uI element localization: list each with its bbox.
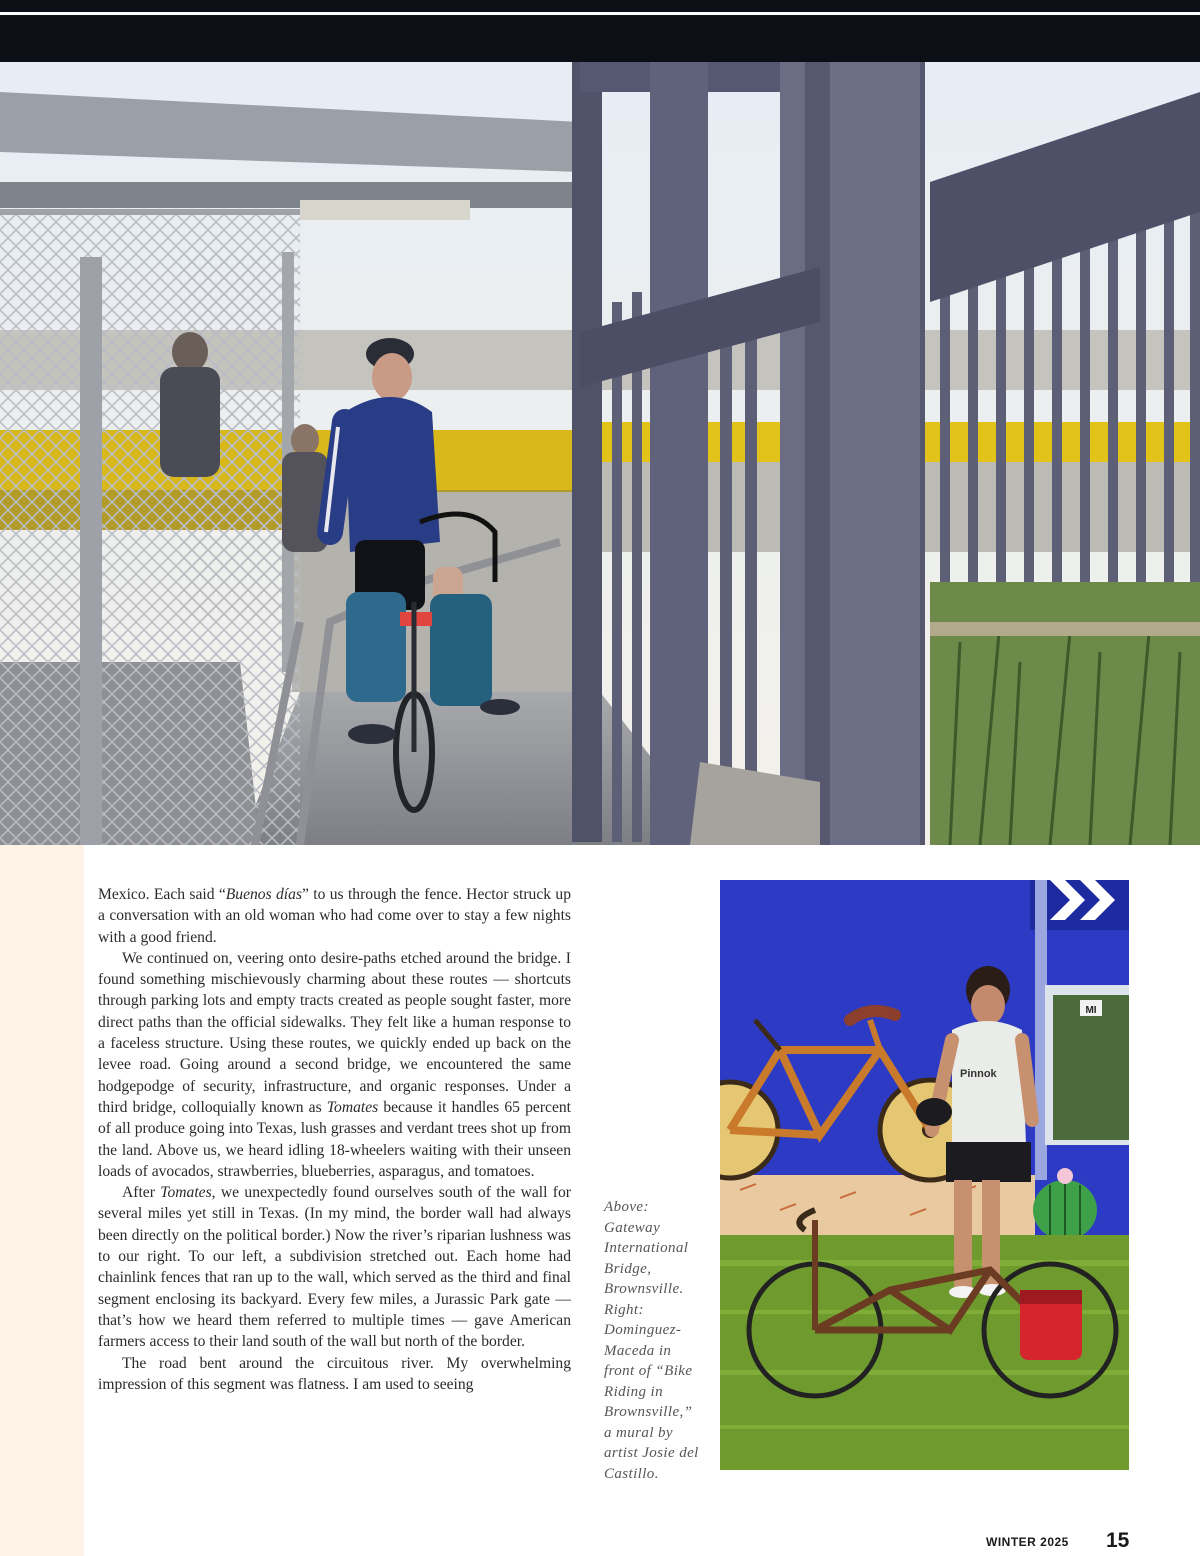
jersey-text: Pinnok	[960, 1068, 997, 1080]
caption-line: Above:	[604, 1199, 649, 1215]
banner-rule	[0, 12, 1200, 15]
cream-side-strip	[0, 845, 84, 1556]
paragraph-text: ” to us through the fence. Hector struck up a conversation with an old woman who had come over to stay a few nights with a good friend.	[98, 886, 571, 946]
caption-line: Right:	[604, 1301, 644, 1318]
article-paragraph	[98, 948, 571, 1182]
hero-photo-illustration	[0, 62, 1200, 845]
issue-label: WINTER 2025	[986, 1535, 1069, 1549]
window-sign-text: MI	[1085, 1005, 1097, 1016]
caption-line: Brownsville.	[604, 1281, 684, 1297]
paragraph-text: , we unexpectedly found ourselves south of the wall for several miles yet still in Texas. (In my mind, the border wall had always been directly on the political border.) Now the river’s riparian lushness was to our right. To our left, a subdivision stretched out. Each home had chainlink fences that ran up to the wall, which served as the third and final segment enclosing its backyard. Every few miles, a Jurassic Park gate — that’s how we heard them referred to multiple times — gave American farmers access to their land south of the wall but north of the border.	[98, 1184, 571, 1351]
article-paragraph	[98, 1182, 571, 1352]
paragraph-text: After	[122, 1184, 161, 1202]
caption-line: Riding in	[604, 1383, 664, 1400]
caption-line: artist Josie del	[604, 1445, 699, 1461]
caption-line: Castillo.	[604, 1465, 659, 1482]
caption-line: Dominguez-	[604, 1322, 682, 1338]
mural-photo-cyclist	[720, 880, 1129, 1470]
article-body	[98, 884, 571, 1395]
page-number: 15	[1106, 1529, 1130, 1552]
paragraph-text: because it handles 65 percent of all produce going into Texas, lush grasses and verdant trees shot up from the land. Above us, we heard idling 18-wheelers waiting with their unseen loads of avocados, strawberries, blueberries, asparagus, and tomatoes.	[98, 1098, 571, 1180]
caption-line: Brownsville,”	[604, 1404, 693, 1420]
hero-photo-border-bridge	[0, 62, 1200, 845]
caption-line: a mural by	[604, 1424, 673, 1441]
paragraph-text: The road bent around the circuitous river. My overwhelming impression of this segment was flatness. I am used to seeing	[98, 1354, 571, 1393]
caption-line: Bridge,	[604, 1260, 652, 1277]
caption-line: International	[604, 1240, 689, 1256]
photo-caption	[604, 1197, 708, 1484]
top-black-banner	[0, 0, 1200, 62]
caption-line: front of “Bike	[604, 1363, 693, 1379]
paragraph-text: We continued on, veering onto desire-paths etched around the bridge. I found something mischievously charming about these routes — shortcuts through parking lots and empty tracts created as people sought faster, more direct paths than the official sidewalks. They felt like a human response to a faceless structure. Using these routes, we quickly ended up back on the levee road. Going around a second bridge, we encountered the same hodgepodge of security, infrastructure, and organic responses. Under a third bridge, colloquially known as	[98, 949, 571, 1116]
caption-line: Maceda in	[604, 1342, 672, 1359]
article-paragraph	[98, 884, 571, 948]
italic-text: Buenos días	[225, 886, 303, 903]
italic-text: Tomates	[326, 1098, 379, 1116]
caption-line: Gateway	[604, 1219, 661, 1236]
paragraph-text: Mexico. Each said “	[98, 886, 226, 903]
mural-photo-illustration	[720, 880, 1129, 1470]
article-paragraph	[98, 1353, 571, 1396]
italic-text: Tomates	[160, 1184, 212, 1202]
